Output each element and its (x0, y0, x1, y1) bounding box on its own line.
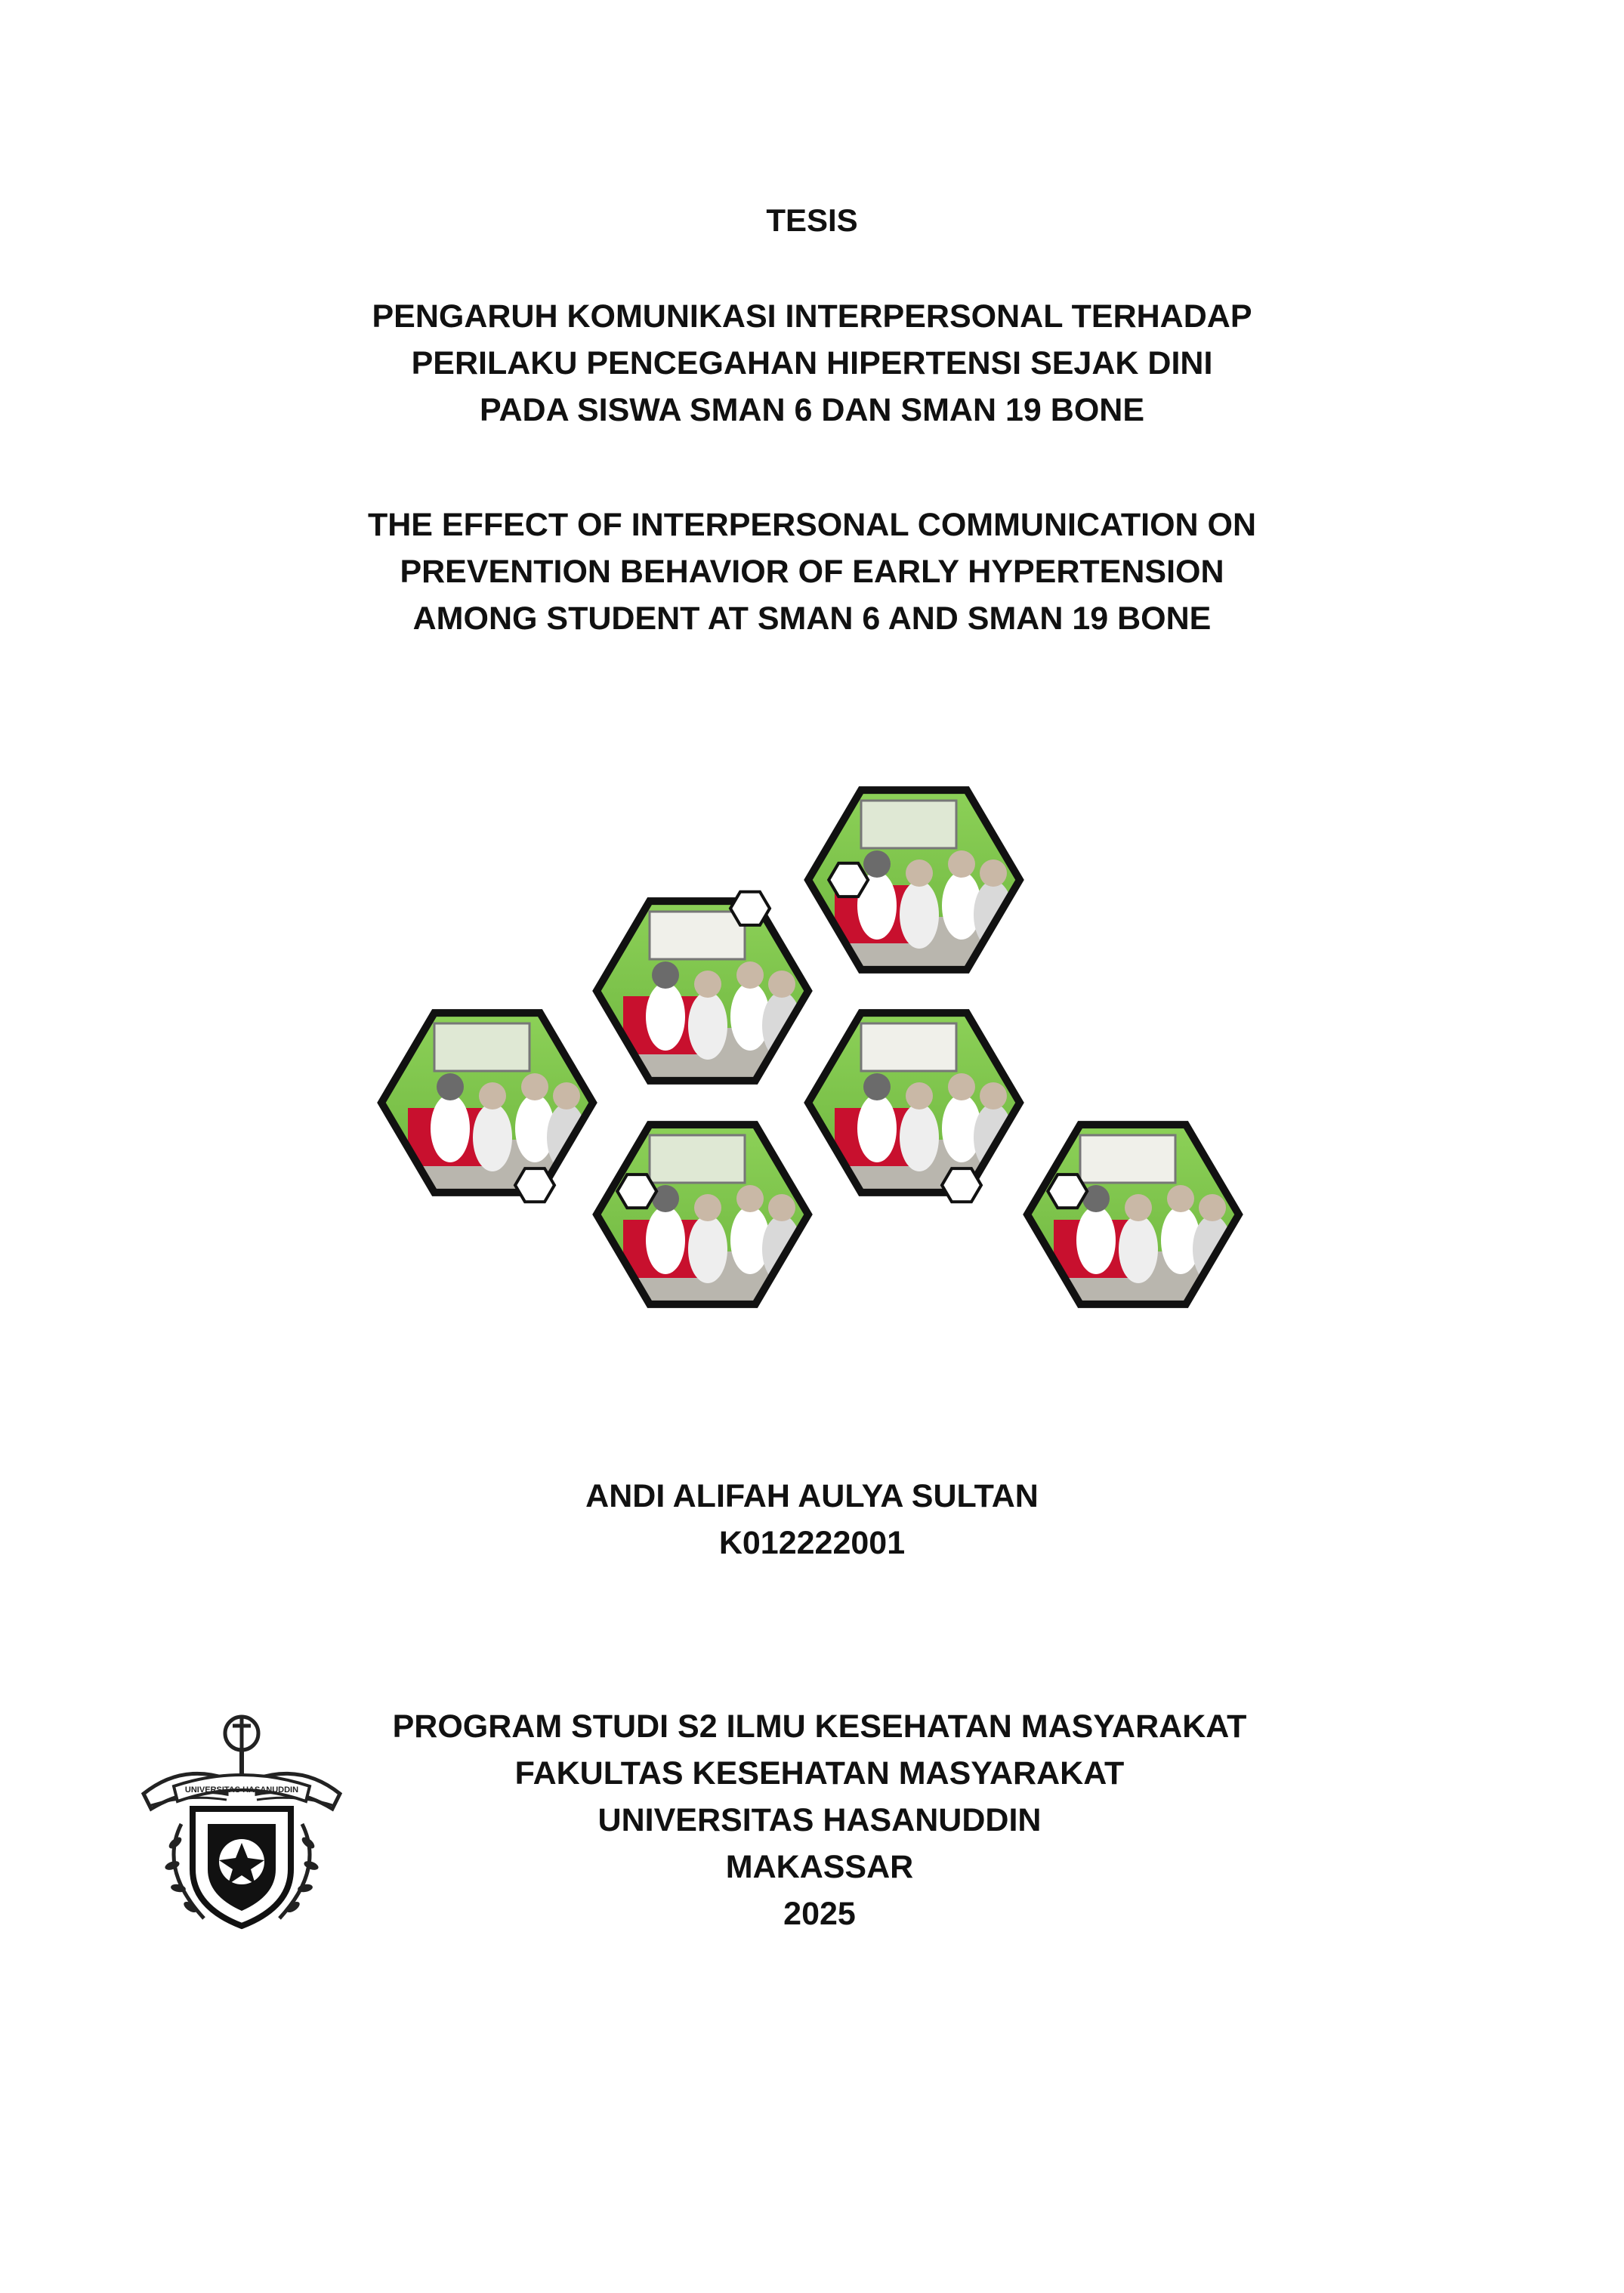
title-en-line: AMONG STUDENT AT SMAN 6 AND SMAN 19 BONE (412, 600, 1212, 637)
logo-text: UNIVERSITAS HASANUDDIN (184, 1785, 299, 1795)
author-block (0, 1473, 1624, 1566)
photo-collage (325, 770, 1322, 1344)
city-name: MAKASSAR (725, 1849, 914, 1885)
collage-photo-center (808, 997, 1020, 1214)
title-indonesian (0, 293, 1624, 434)
institution-block (317, 1703, 1322, 1937)
hex-badge (730, 892, 770, 925)
hex-badge (617, 1174, 656, 1208)
collage-photo-bottom-right (1027, 1109, 1239, 1325)
collage-photo-top-right (808, 774, 1020, 991)
title-en-line: PREVENTION BEHAVIOR OF EARLY HYPERTENSION (400, 554, 1224, 590)
title-id-line: PERILAKU PENCEGAHAN HIPERTENSI SEJAK DINI (411, 345, 1213, 381)
title-en-line: THE EFFECT OF INTERPERSONAL COMMUNICATION ON (367, 507, 1257, 543)
faculty-name: FAKULTAS KESEHATAN MASYARAKAT (514, 1755, 1125, 1792)
year: 2025 (783, 1896, 856, 1932)
collage-photo-far-left (381, 997, 593, 1214)
title-id-line: PADA SISWA SMAN 6 DAN SMAN 19 BONE (479, 392, 1144, 428)
hex-badge (1048, 1174, 1087, 1208)
title-id-line: PENGARUH KOMUNIKASI INTERPERSONAL TERHADAP (372, 298, 1252, 335)
title-english (0, 501, 1624, 642)
student-id: K012222001 (718, 1525, 906, 1561)
program-name: PROGRAM STUDI S2 ILMU KESEHATAN MASYARAKAT (392, 1708, 1247, 1745)
hex-badge (942, 1168, 981, 1202)
author-name: ANDI ALIFAH AULYA SULTAN (585, 1478, 1039, 1514)
document-type: TESIS (766, 202, 858, 238)
collage-photo-middle-left (597, 885, 808, 1102)
collage-photo-bottom-center (597, 1109, 808, 1325)
hex-badge (515, 1168, 554, 1202)
university-name: UNIVERSITAS HASANUDDIN (597, 1802, 1042, 1838)
hex-badge (829, 863, 868, 897)
